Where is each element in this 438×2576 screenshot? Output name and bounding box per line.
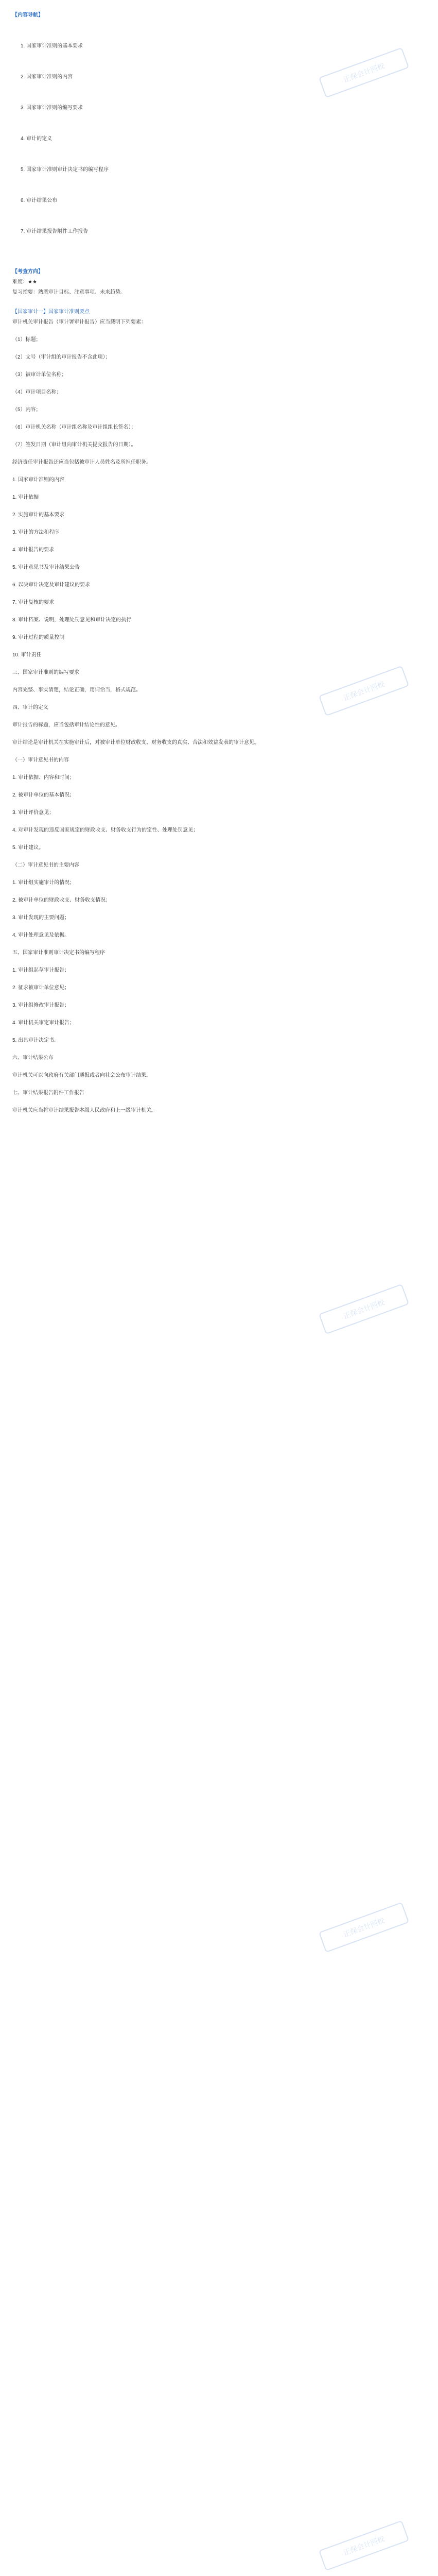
- difficulty-line: 难度：★★: [12, 279, 37, 285]
- watermark-stamp: 正保会计网校: [319, 1902, 409, 1953]
- content-paragraph: 8. 审计档案、说明，处理处罚意见和审计决定的执行: [12, 617, 132, 623]
- content-paragraph: 3. 审计的方法和程序: [12, 530, 60, 535]
- content-paragraph: （1）标题；: [12, 337, 41, 343]
- content-paragraph: （2）文号（审计组的审计报告不含此项）；: [12, 354, 111, 360]
- nav-item: 7. 审计结果报告附件工作报告: [21, 229, 89, 234]
- content-paragraph: 3. 审计评价意见；: [12, 810, 55, 816]
- nav-item: 1. 国家审计准则的基本要求: [21, 43, 83, 49]
- content-paragraph: （7）签发日期（审计组向审计机关提交报告的日期）。: [12, 442, 136, 448]
- content-paragraph: 1. 审计依据: [12, 495, 39, 500]
- nav-item: 4. 审计的定义: [21, 136, 52, 142]
- frequency-line: 复习指要：熟悉审计目标、注意事项、未来趋势。: [12, 290, 126, 295]
- content-paragraph: 9. 审计过程的质量控制: [12, 635, 65, 640]
- content-paragraph: 四、审计的定义: [12, 705, 48, 710]
- content-paragraph: 3. 审计组修改审计报告；: [12, 1003, 70, 1008]
- content-paragraph: 1. 审计依据、内容和时间；: [12, 775, 75, 781]
- content-title: 【国家审计一】国家审计准则要点: [12, 309, 90, 315]
- content-paragraph: 审计报告的标题，应当包括审计结论性的意见。: [12, 722, 120, 728]
- content-paragraph: 2. 实施审计的基本要求: [12, 512, 65, 518]
- content-paragraph: 6. 以决审计决定及审计建议的要求: [12, 582, 91, 588]
- content-body: [12, 317, 426, 1123]
- content-paragraph: 经济责任审计报告还应当包括被审计人员姓名及所担任职务。: [12, 460, 151, 465]
- content-paragraph: 内容完整、事实清楚，结论正确，用词恰当，格式规范。: [12, 687, 141, 693]
- content-paragraph: 2. 被审计单位的基本情况；: [12, 792, 75, 798]
- nav-item: 6. 审计结果公布: [21, 198, 58, 204]
- content-paragraph: 4. 对审计发现的违反国家规定的财政收支、财务收支行为的定性、处理处罚意见；: [12, 827, 199, 833]
- content-paragraph: 4. 审计报告的要求: [12, 547, 55, 553]
- content-paragraph: （5）内容；: [12, 407, 41, 413]
- nav-tag: 【内容导航】: [12, 12, 43, 18]
- content-paragraph: 审计机关应当将审计结果报告本级人民政府和上一级审计机关。: [12, 1108, 156, 1113]
- nav-item: 2. 国家审计准则的内容: [21, 74, 73, 80]
- content-paragraph: （4）审计项目名称；: [12, 389, 62, 395]
- content-paragraph: （3）被审计单位名称；: [12, 372, 67, 378]
- content-paragraph: 六、审计结果公布: [12, 1055, 54, 1061]
- content-paragraph: 审计机关可以向政府有关部门通报或者向社会公布审计结果。: [12, 1073, 151, 1078]
- content-paragraph: 5. 出具审计决定书。: [12, 1038, 60, 1043]
- content-paragraph: 4. 审计机关审定审计报告；: [12, 1020, 75, 1026]
- watermark-stamp: 正保会计网校: [319, 47, 409, 98]
- content-paragraph: 五、国家审计准则审计决定书的编写程序: [12, 950, 105, 956]
- content-paragraph: 7. 审计复核的要求: [12, 600, 55, 605]
- content-paragraph: 5. 审计建议。: [12, 845, 44, 851]
- content-paragraph: 三、国家审计准则的编写要求: [12, 670, 79, 675]
- watermark-stamp: 正保会计网校: [319, 1284, 409, 1334]
- content-paragraph: 审计机关审计报告（审计署审计报告）应当载明下列要素：: [12, 319, 146, 325]
- content-paragraph: 4. 审计处理意见及依据。: [12, 933, 70, 938]
- content-paragraph: 10. 审计责任: [12, 652, 42, 658]
- content-paragraph: 1. 审计组起草审计报告；: [12, 968, 70, 973]
- level-tag: 【考查方向】: [12, 269, 43, 275]
- content-paragraph: 审计结论是审计机关在实施审计后，对被审计单位财政收支、财务收支的真实、合法和效益发表的审计意见。: [12, 740, 259, 745]
- content-paragraph: 七、审计结果报告附件工作报告: [12, 1090, 84, 1096]
- content-paragraph: 1. 国家审计准则的内容: [12, 477, 65, 483]
- content-paragraph: （6）审计机关名称（审计组名称及审计组组长签名）；: [12, 425, 136, 430]
- content-paragraph: 2. 被审计单位的财政收支、财务收支情况；: [12, 897, 111, 903]
- watermark-stamp: 正保会计网校: [319, 2520, 409, 2571]
- content-paragraph: （一）审计意见书的内容: [12, 757, 69, 763]
- content-paragraph: 5. 审计意见书及审计结果公告: [12, 565, 80, 570]
- watermark-stamp: 正保会计网校: [319, 666, 409, 716]
- content-paragraph: 1. 审计组实施审计的情况；: [12, 880, 75, 886]
- content-paragraph: （二）审计意见书的主要内容: [12, 862, 79, 868]
- nav-list: [12, 21, 426, 258]
- nav-item: 5. 国家审计准则审计决定书的编写程序: [21, 167, 109, 173]
- nav-item: 3. 国家审计准则的编写要求: [21, 105, 83, 111]
- content-paragraph: 3. 审计发现的主要问题；: [12, 915, 70, 921]
- content-paragraph: 2. 征求被审计单位意见；: [12, 985, 70, 991]
